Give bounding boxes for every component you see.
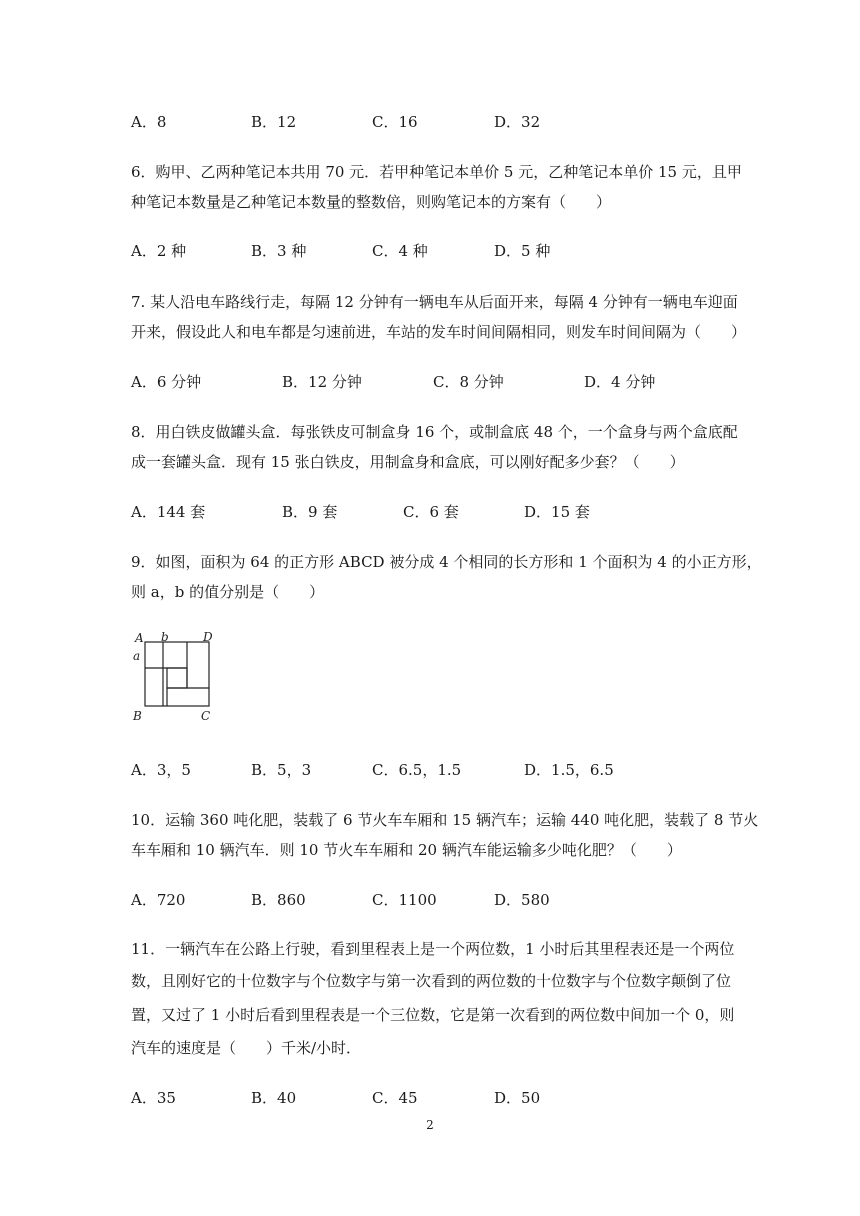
q9-option-a: A．3，5 [131,761,191,779]
label-D: D [203,632,213,644]
q11-option-c: C．45 [372,1089,418,1107]
q11-line-1: 11．一辆汽车在公路上行驶，看到里程表上是一个两位数，1 小时后其里程表还是一个两位 [131,940,735,958]
q5-option-c: C．16 [372,113,418,131]
q9-option-c: C．6.5，1.5 [372,761,462,779]
q11-option-a: A．35 [131,1089,176,1107]
q6-line-1: 6．购甲、乙两种笔记本共用 70 元．若甲种笔记本单价 5 元，乙种笔记本单价 15 元，且甲 [131,163,742,181]
q9-option-b: B．5，3 [251,761,312,779]
q10-option-b: B．860 [251,891,306,909]
q7-line-1: 7. 某人沿电车路线行走，每隔 12 分钟有一辆电车从后面开来，每隔 4 分钟有一辆电车迎面 [131,293,738,311]
q11-line-2: 数，且刚好它的十位数字与个位数字与第一次看到的两位数的十位数字与个位数字颠倒了位 [131,972,732,990]
small-square [167,668,187,688]
q6-option-a: A．2 种 [131,242,187,260]
q10-line-1: 10．运输 360 吨化肥，装载了 6 节火车车厢和 15 辆汽车；运输 440 吨化肥，装载了 8 节火 [131,811,759,829]
q8-option-c: C．6 套 [403,503,459,521]
q10-option-d: D．580 [494,891,550,909]
q11-line-3: 置，又过了 1 小时后看到里程表是一个三位数，它是第一次看到的两位数中间加一个 0，则 [131,1006,735,1024]
q7-option-b: B．12 分钟 [282,373,362,391]
q5-option-a: A．8 [131,113,167,131]
q9-option-d: D．1.5，6.5 [524,761,614,779]
q8-line-1: 8．用白铁皮做罐头盒．每张铁皮可制盒身 16 个，或制盒底 48 个，一个盒身与两个盒底配 [131,423,738,441]
q6-option-d: D．5 种 [494,242,551,260]
q6-option-c: C．4 种 [372,242,428,260]
q7-option-a: A．6 分钟 [131,373,202,391]
outer-square [145,642,209,706]
q11-option-d: D．50 [494,1089,541,1107]
label-A: A [135,632,144,645]
square-figure [131,632,227,726]
q10-option-c: C．1100 [372,891,437,909]
q11-line-4: 汽车的速度是（ ）千米/小时． [131,1039,362,1057]
q10-option-a: A．720 [131,891,186,909]
q11-option-b: B．40 [251,1089,297,1107]
q8-option-b: B．9 套 [282,503,338,521]
page-number: 2 [426,1118,434,1132]
q8-option-a: A．144 套 [131,503,206,521]
label-C: C [201,709,211,723]
label-B: B [133,709,142,723]
q9-line-2: 则 a，b 的值分别是（ ） [131,583,325,601]
q6-line-2: 种笔记本数量是乙种笔记本数量的整数倍，则购笔记本的方案有（ ） [131,193,612,211]
q10-line-2: 车车厢和 10 辆汽车．则 10 节火车车厢和 20 辆汽车能运输多少吨化肥？（ ） [131,841,682,859]
q7-option-d: D．4 分钟 [584,373,656,391]
q8-option-d: D．15 套 [524,503,590,521]
q5-option-b: B．12 [251,113,297,131]
q7-option-c: C．8 分钟 [433,373,504,391]
q6-option-b: B．3 种 [251,242,307,260]
q8-line-2: 成一套罐头盒．现有 15 张白铁皮，用制盒身和盒底，可以刚好配多少套？（ ） [131,453,685,471]
q7-line-2: 开来，假设此人和电车都是匀速前进，车站的发车时间间隔相同，则发车时间间隔为（ ） [131,323,747,341]
q5-option-d: D．32 [494,113,541,131]
q9-line-1: 9．如图，面积为 64 的正方形 ABCD 被分成 4 个相同的长方形和 1 个面积为 4 的小正方形， [131,553,762,571]
label-b: b [161,632,169,644]
label-a: a [133,649,141,663]
